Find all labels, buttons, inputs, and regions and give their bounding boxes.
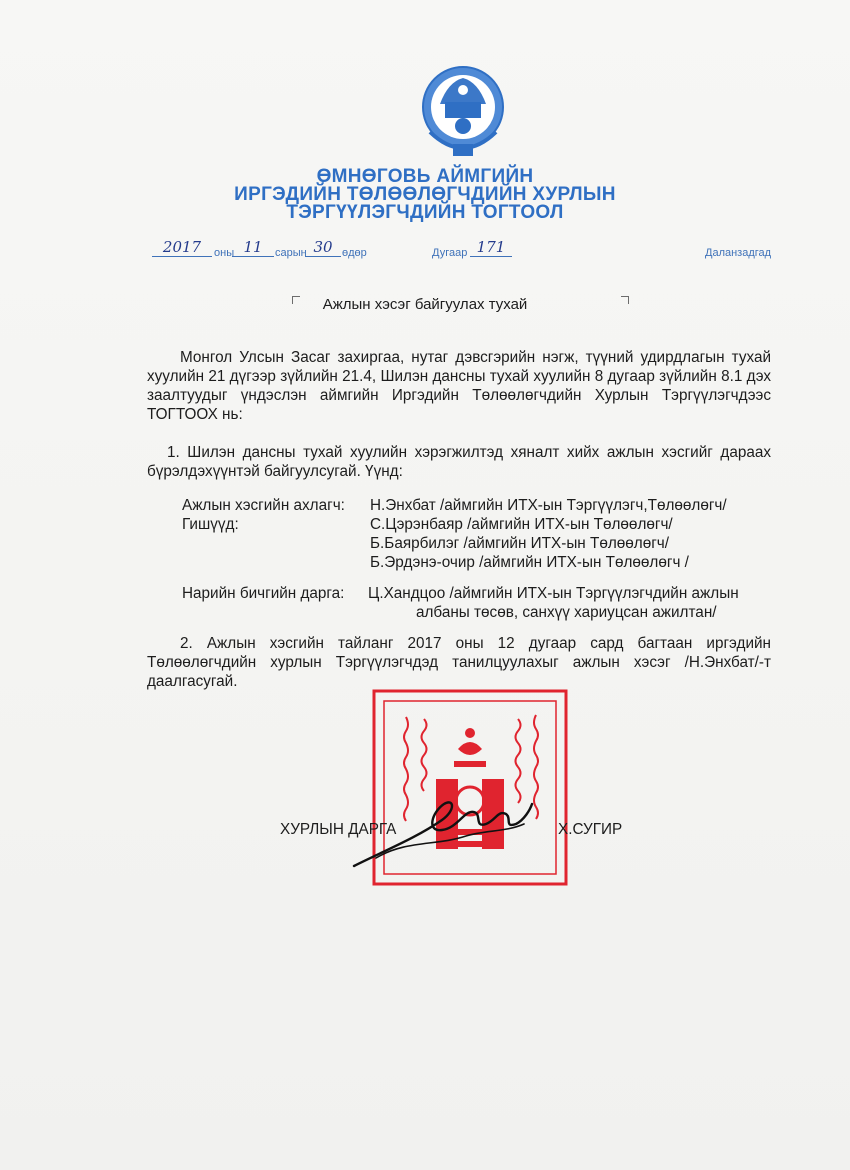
item-2-paragraph: 2. Ажлын хэсгийн тайланг 2017 оны 12 дугаар сард багтаан иргэдийн Төлөөлөгчдийн хурлын Тэргүүлэгчдэд танилцуулахыг ажлын хэсэг /Н.Энхбат/-т даалгасугай.	[147, 635, 771, 690]
members-label: Гишүүд:	[182, 516, 239, 533]
document-subject: Ажлын хэсэг байгуулах тухай	[322, 296, 528, 313]
secretary-label: Нарийн бичгийн дарга:	[182, 585, 345, 602]
year-label: оны	[214, 247, 235, 259]
day-label: өдөр	[342, 247, 367, 259]
number-value: 171	[470, 238, 512, 257]
place-label: Даланзадгад	[705, 247, 772, 259]
state-emblem-icon	[418, 62, 508, 162]
preamble-paragraph: Монгол Улсын Засаг захиргаа, нутаг дэвсгэрийн нэгж, түүний удирдлагын тухай хуулийн 21 дүгээр зүйлийн 21.4, Шилэн дансны тухай хуулийн 8 дугаар зүйлийн 8.1 дэх заалтуудыг үндэслэн аймгийн Иргэдийн Төлөөлөгчдийн Хурлын Тэргүүлэгчдээс ТОГТООХ нь:	[147, 349, 771, 423]
secretary-value-line-2: албаны төсөв, санхүү хариуцсан ажилтан/	[416, 604, 717, 621]
month-value: 11	[232, 238, 274, 257]
member-2: Б.Баярбилэг /аймгийн ИТХ-ын Төлөөлөгч/	[370, 535, 670, 552]
month-label: сарын	[275, 247, 307, 259]
header-line-3: ТЭРГҮҮЛЭГЧДИЙН ТОГТООЛ	[286, 202, 564, 223]
signatory-name: Х.СУГИР	[558, 821, 623, 838]
number-label: Дугаар	[432, 247, 468, 259]
header-line-2: ИРГЭДИЙН ТӨЛӨӨЛӨГЧДИЙН ХУРЛЫН	[234, 184, 616, 205]
header-line-1: ӨМНӨГОВЬ АЙМГИЙН	[316, 166, 534, 187]
signatory-title: ХУРЛЫН ДАРГА	[280, 821, 397, 838]
day-value: 30	[305, 238, 341, 257]
item-1-paragraph: 1. Шилэн дансны тухай хуулийн хэрэгжилтэд хяналт хийх ажлын хэсгийг дараах бүрэлдэхүүнтэй байгуулсугай. Үүнд:	[147, 444, 771, 480]
date-number-row	[0, 238, 850, 262]
member-3: Б.Эрдэнэ-очир /аймгийн ИТХ-ын Төлөөлөгч /	[370, 554, 689, 571]
secretary-value-line-1: Ц.Хандцоо /аймгийн ИТХ-ын Тэргүүлэгчдийн ажлын	[368, 585, 739, 602]
head-value: Н.Энхбат /аймгийн ИТХ-ын Тэргүүлэгч,Төлөөлөгч/	[370, 497, 727, 514]
member-1: С.Цэрэнбаяр /аймгийн ИТХ-ын Төлөөлөгч/	[370, 516, 673, 533]
year-value: 2017	[152, 238, 212, 257]
head-label: Ажлын хэсгийн ахлагч:	[182, 497, 345, 514]
